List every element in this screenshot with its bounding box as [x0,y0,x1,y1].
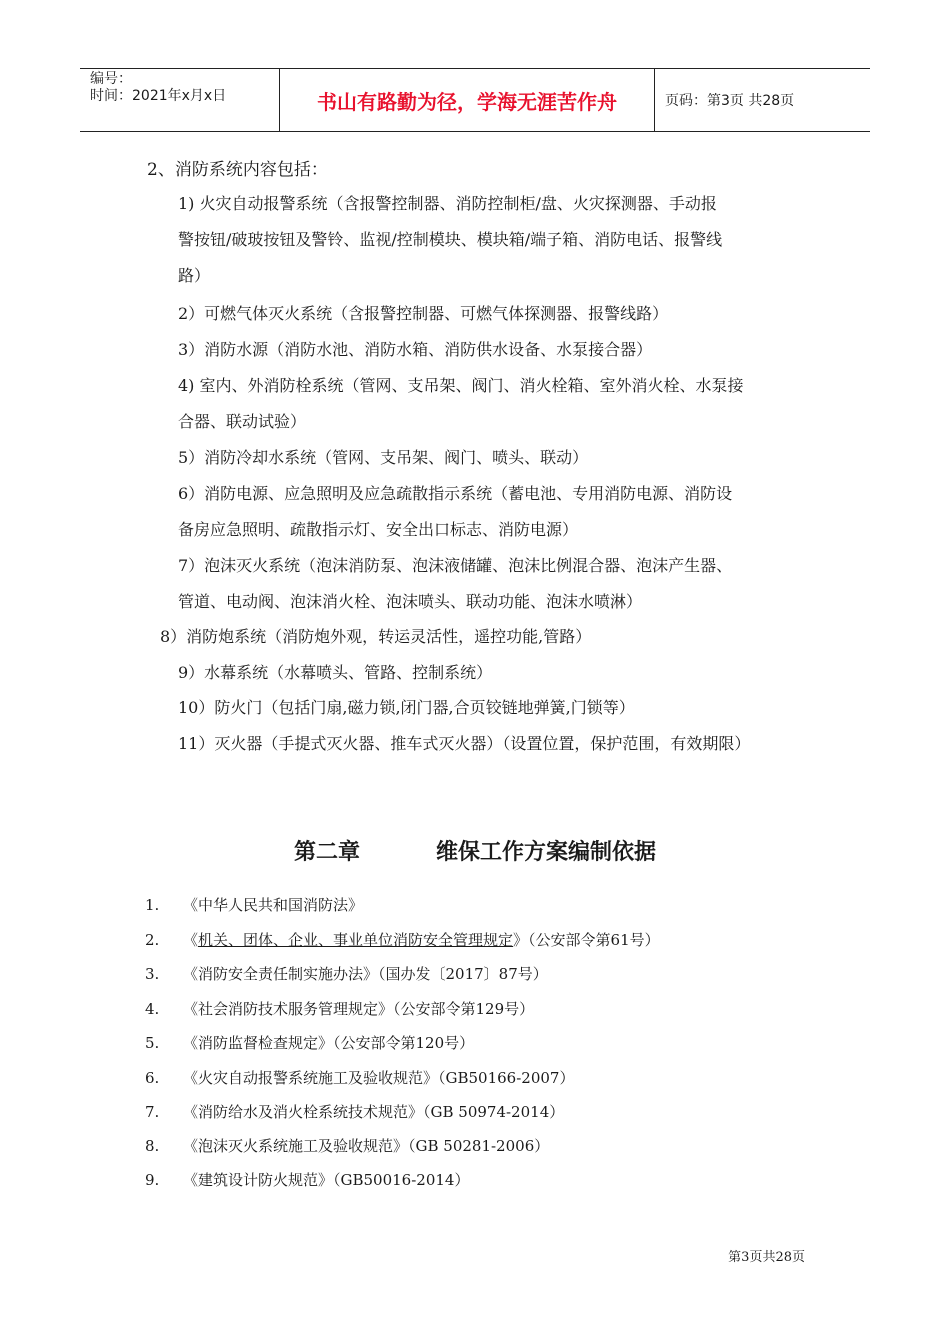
system-line: 6）消防电源、应急照明及应急疏散指示系统（蓄电池、专用消防电源、消防设 [178,484,733,503]
reference-item: 5. 《消防监督检查规定》（公安部令第120号） [145,1034,475,1052]
system-line: 合器、联动试验） [178,412,307,431]
system-line: 1) 火灾自动报警系统（含报警控制器、消防控制柜/盘、火灾探测器、手动报 [178,194,717,213]
chapter-heading [0,835,950,866]
reference-item: 2. 《机关、团体、企业、事业单位消防安全管理规定》（公安部令第61号） [145,931,660,949]
system-line: 10）防火门（包括门扇,磁力锁,闭门器,合页铰链地弹簧,门锁等） [178,698,635,717]
system-line: 备房应急照明、疏散指示灯、安全出口标志、消防电源） [178,520,579,539]
reference-item: 9. 《建筑设计防火规范》（GB50016-2014） [145,1171,470,1189]
header-motto: 书山有路勤为径，学海无涯苦作舟 [280,69,655,131]
system-line: 3）消防水源（消防水池、消防水箱、消防供水设备、水泵接合器） [178,340,653,359]
system-line: 警按钮/破玻按钮及警铃、监视/控制模块、模块箱/端子箱、消防电话、报警线 [178,230,723,249]
header-meta [80,69,280,131]
reference-item: 1. 《中华人民共和国消防法》 [145,896,364,914]
system-line: 7）泡沫灭火系统（泡沫消防泵、泡沫液储罐、泡沫比例混合器、泡沫产生器、 [178,556,733,575]
header-page-info: 页码：第3页 共28页 [665,93,795,109]
system-line: 路） [178,266,211,285]
system-line: 管道、电动阀、泡沫消火栓、泡沫喷头、联动功能、泡沫水喷淋） [178,592,643,611]
system-line: 2）可燃气体灭火系统（含报警控制器、可燃气体探测器、报警线路） [178,304,669,323]
reference-item: 8. 《泡沫灭火系统施工及验收规范》（GB 50281-2006） [145,1137,550,1155]
section-title: 2、消防系统内容包括： [147,160,328,180]
document-number-label: 编号： [90,71,132,87]
document-date: 时间：2021年x月x日 [90,88,227,104]
system-line: 5）消防冷却水系统（管网、支吊架、阀门、喷头、联动） [178,448,589,467]
page-header [80,68,870,132]
reference-item: 3. 《消防安全责任制实施办法》（国办发〔2017〕87号） [145,965,548,983]
reference-item: 7. 《消防给水及消火栓系统技术规范》（GB 50974-2014） [145,1103,565,1121]
reference-item: 6. 《火灾自动报警系统施工及验收规范》（GB50166-2007） [145,1069,575,1087]
system-line: 11）灭火器（手提式灭火器、推车式灭火器）（设置位置，保护范围，有效期限） [178,734,751,753]
page-footer: 第3页共28页 [728,1250,805,1265]
reference-link[interactable]: 机关、团体、企业、事业单位消防安全管理规定 [198,931,514,949]
chapter-number: 第二章 [293,840,360,865]
chapter-title: 维保工作方案编制依据 [436,840,657,865]
system-line: 8）消防炮系统（消防炮外观，转运灵活性，遥控功能,管路） [160,627,592,646]
system-line: 9）水幕系统（水幕喷头、管路、控制系统） [178,663,493,682]
system-line: 4) 室内、外消防栓系统（管网、支吊架、阀门、消火栓箱、室外消火栓、水泵接 [178,376,744,395]
reference-item: 4. 《社会消防技术服务管理规定》（公安部令第129号） [145,1000,535,1018]
